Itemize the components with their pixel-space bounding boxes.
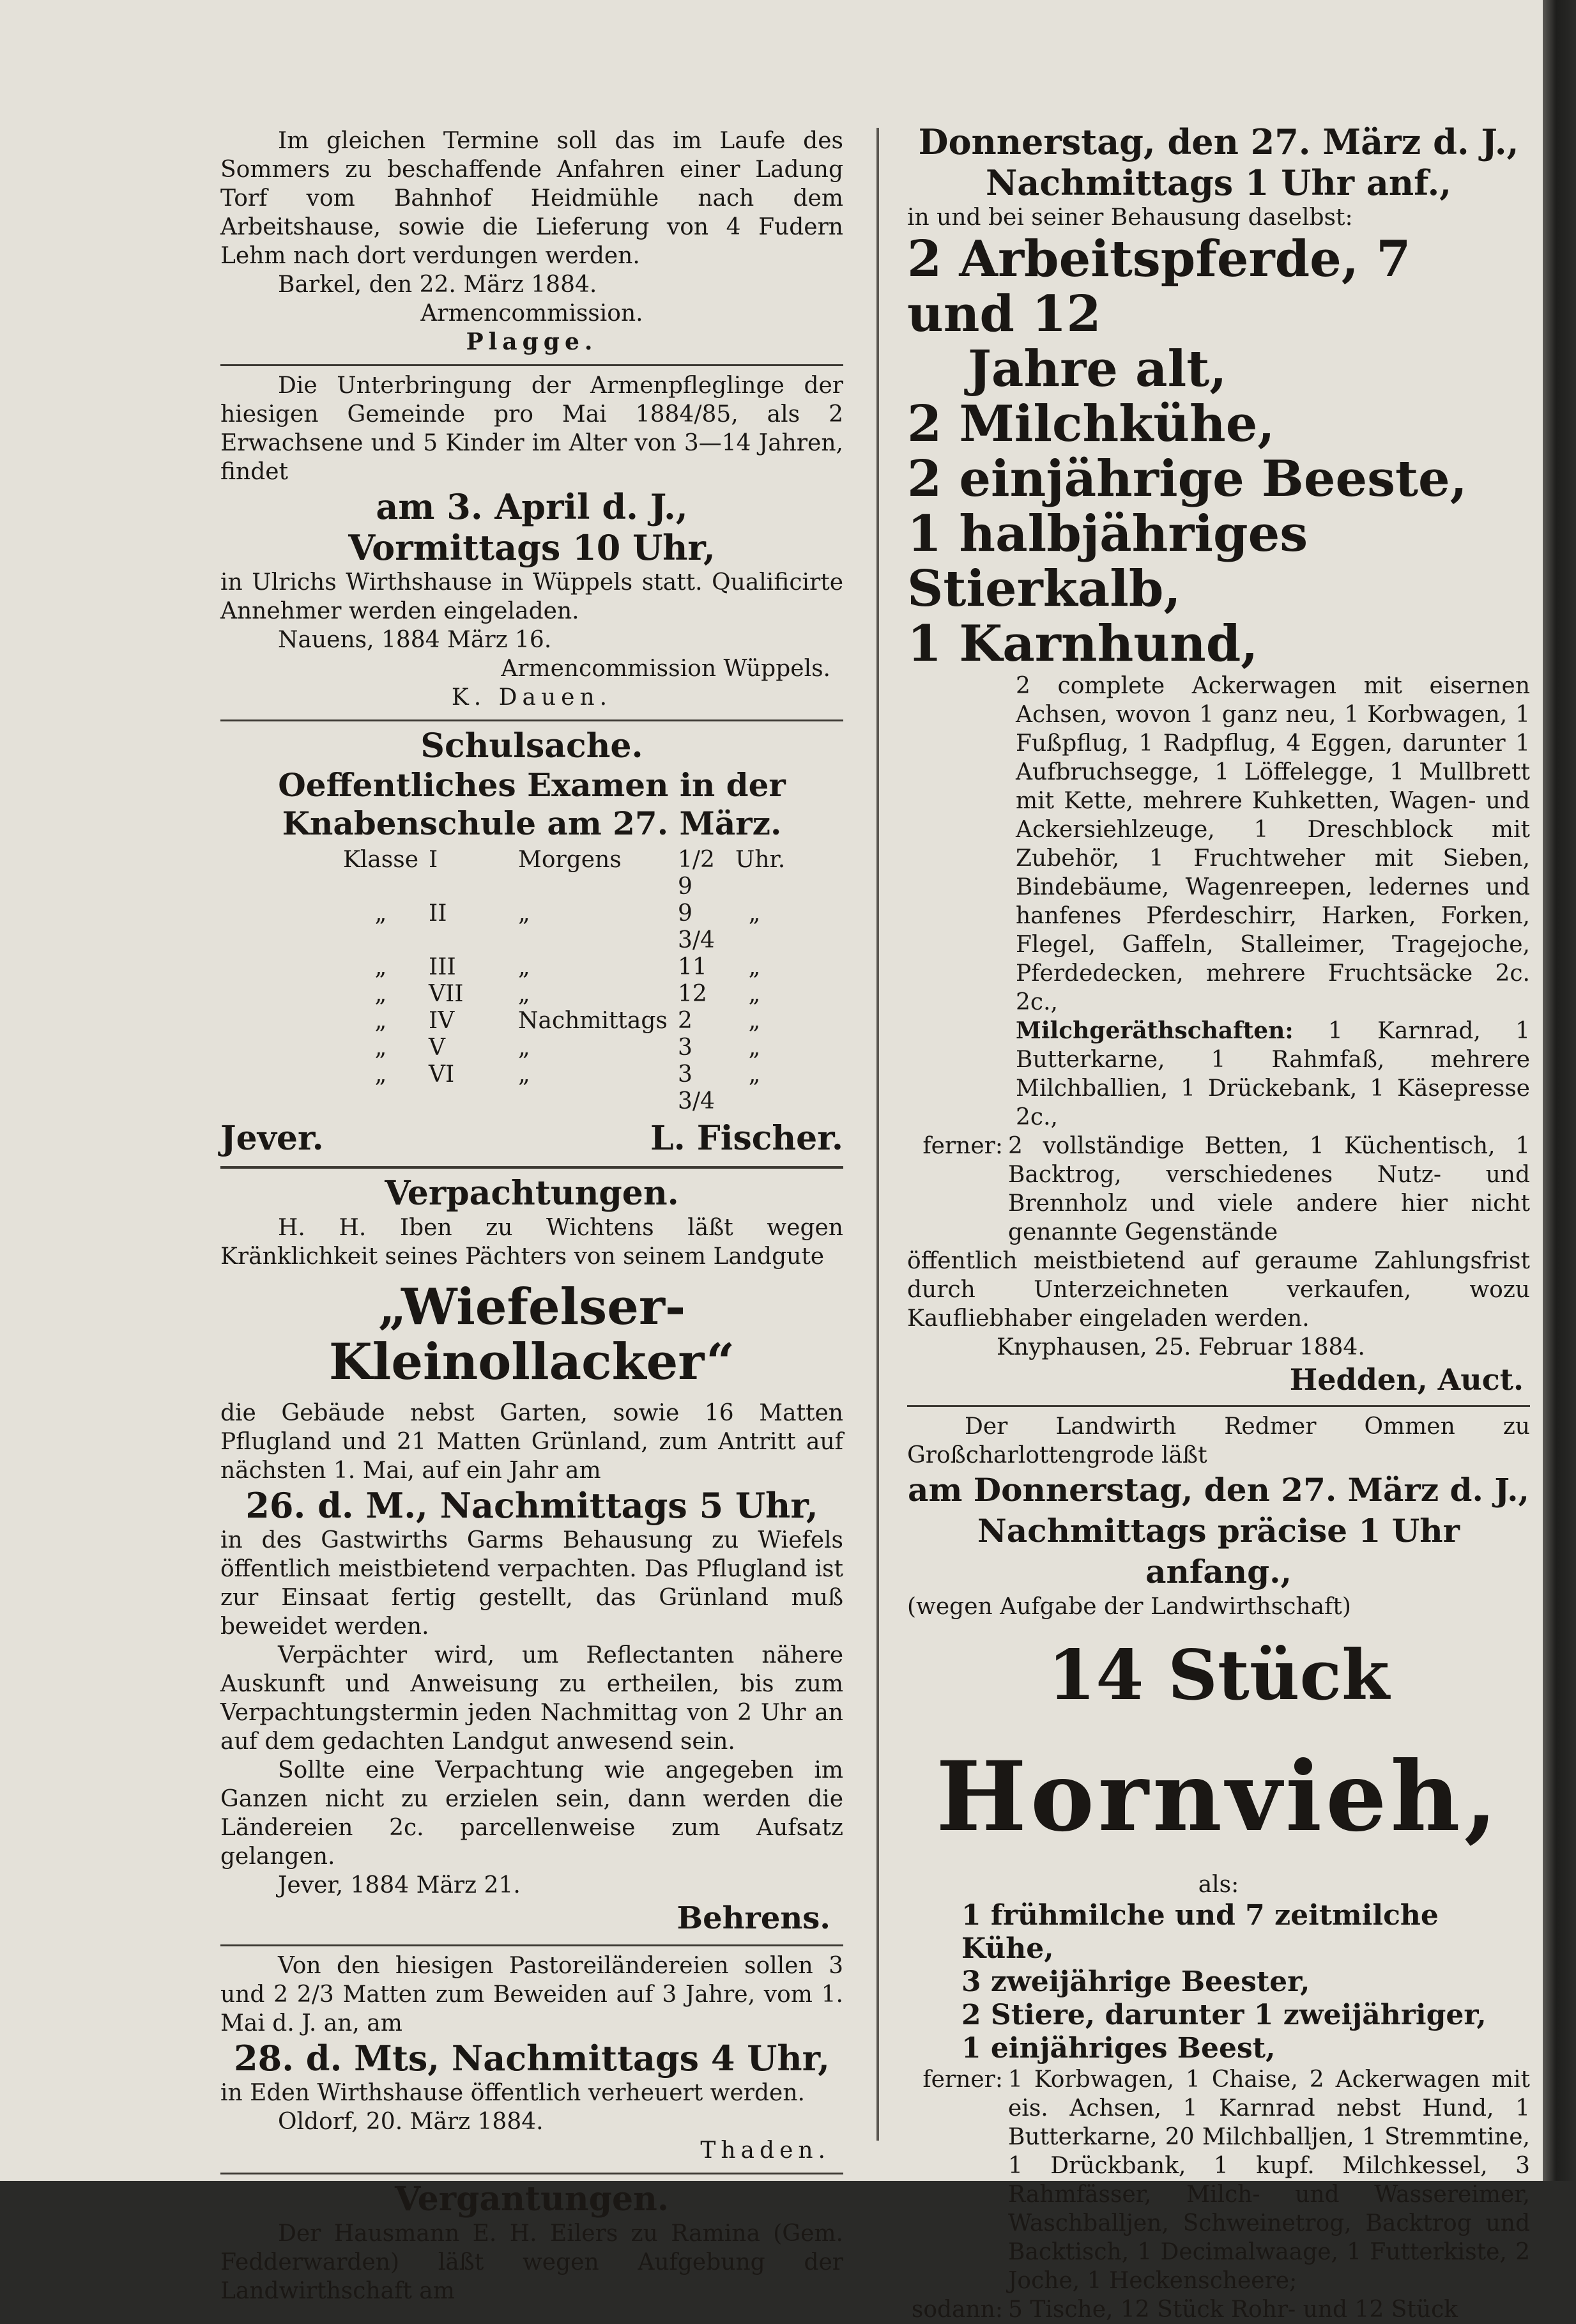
- schedule-cell: „: [518, 1035, 530, 1061]
- schedule-cell: V: [429, 1035, 445, 1061]
- schedule-cell: Uhr.: [735, 847, 786, 873]
- divider: [220, 1944, 843, 1946]
- date-line: am Donnerstag, den 27. März d. J.,: [908, 1471, 1529, 1509]
- dairy-text: 1 Karnrad, 1 Butterkarne, 1 Rahmfaß, mehrere Milchballien, 1 Drückebank, 1 Käsepresse 2c.,: [1016, 1018, 1530, 1130]
- ferner-label: ferner:: [922, 1133, 1003, 1159]
- divider: [220, 2173, 843, 2174]
- sodann-text: 5 Tische, 12 Stück Rohr- und 12 Stück: [1008, 2297, 1458, 2323]
- divider: [907, 1405, 1530, 1407]
- notice-ommen-auction: [907, 1412, 1530, 2324]
- schedule-cell: IV: [429, 1008, 455, 1034]
- date-line: Donnerstag, den 27. März d. J.,: [918, 121, 1519, 162]
- notice-text-2: öffentlich meistbietend auf geraume Zahlungsfrist durch Unterzeichneten verkaufen, wozu Kaufliebhaber eingeladen werden.: [907, 1248, 1530, 1332]
- date-line: am 3. April d. J.,: [376, 486, 688, 527]
- divider: [220, 1166, 843, 1169]
- dairy-equipment: [907, 1017, 1530, 1132]
- schedule-cell: „: [748, 1061, 761, 1088]
- section-heading: Verpachtungen.: [385, 1174, 679, 1213]
- exam-subheading: Oeffentliches Examen in der Knabenschule am 27. März.: [278, 766, 786, 842]
- signature: K. Dauen.: [451, 684, 613, 711]
- place: Jever.: [220, 1119, 324, 1158]
- ferner-row: [907, 2065, 1530, 2295]
- scan-border: [1543, 0, 1576, 2181]
- notice-text-3: Verpächter wird, um Reflectanten nähere Auskunft und Anweisung zu ertheilen, bis zum Verpachtungstermin jeden Nachmittag von 2 Uhr an auf dem gedachten Landgut anwesend sein.: [220, 1642, 843, 1755]
- schedule-cell: 1/2 9: [678, 847, 715, 900]
- equipment-text: 2 complete Ackerwagen mit eisernen Achsen, wovon 1 ganz neu, 1 Korbwagen, 1 Fußpflug, 1 Radpflug, 4 Eggen, darunter 1 Aufbruchsegge, 1 Löffelegge, 1 Mullbrett mit Kette, mehrere Kuhketten, Wagen- und Ackersiehlzeuge, 1 Dreschblock mit Zubehör, 1 Fruchtweher mit Sieben, Bindebäume, Wagenreepen, ledernes und hanfenes Pferdeschirr, Harken, Forken, Flegel, Gaffeln, Stalleimer, Tragejoche, Pferdedecken, mehrere Fruchtsäcke 2c. 2c.,: [1016, 673, 1530, 1015]
- notice-armenpfleglinge: [220, 371, 843, 712]
- date-line: 28. d. Mts, Nachmittags 4 Uhr,: [234, 2038, 830, 2079]
- livestock-item: Jahre alt,: [968, 340, 1227, 398]
- cattle-item: 3 zweijährige Beester,: [961, 1966, 1310, 1998]
- signature-row: [220, 1119, 843, 1158]
- signature: L. Fischer.: [650, 1119, 843, 1158]
- estate-name: „Wiefelser-Kleinollacker“: [328, 1278, 735, 1391]
- headline-count: 14 Stück: [1048, 1635, 1389, 1716]
- place-date: Knyphausen, 25. Februar 1884.: [997, 1334, 1365, 1360]
- place-date: Jever, 1884 März 21.: [278, 1872, 521, 1898]
- schedule-cell: 11: [678, 954, 707, 980]
- notice-verpachtungen: [220, 1174, 843, 1937]
- notice-pastoreilaendereien: [220, 1951, 843, 2165]
- cattle-item: 2 Stiere, darunter 1 zweijähriger,: [961, 1999, 1487, 2031]
- schedule-cell: Morgens: [518, 847, 622, 873]
- ferner-text: 2 vollständige Betten, 1 Küchentisch, 1 Backtrog, verschiedenes Nutz- und Brennholz und viele andere hier nicht genannte Gegenstände: [1008, 1133, 1530, 1245]
- column-divider: [876, 128, 879, 2141]
- date-line: 26. d. M., Nachmittags 5 Uhr,: [245, 1485, 818, 1526]
- notice-knyphausen-auction: [907, 121, 1530, 1397]
- headline-hornvieh: Hornvieh,: [936, 1741, 1501, 1853]
- livestock-item: 2 Arbeitspferde, 7 und 12: [907, 230, 1411, 343]
- schedule-cell: „: [518, 981, 530, 1007]
- cattle-item: 1 frühmilche und 7 zeitmilche Kühe,: [961, 1899, 1439, 1965]
- reason: (wegen Aufgabe der Landwirthschaft): [907, 1594, 1351, 1620]
- authority: Armencommission.: [420, 300, 643, 327]
- ferner-label: ferner:: [922, 2066, 1003, 2093]
- left-column: [220, 121, 843, 2305]
- divider: [220, 364, 843, 366]
- livestock-list: [907, 232, 1530, 672]
- exam-schedule: [333, 847, 843, 1115]
- signature: Behrens.: [677, 1900, 830, 1936]
- cattle-list: [907, 1899, 1530, 2065]
- dairy-label: Milchgeräthschaften:: [1016, 1017, 1294, 1044]
- place-line: in und bei seiner Behausung daselbst:: [907, 204, 1353, 231]
- schedule-cell: „: [374, 1061, 387, 1088]
- schedule-cell: I: [429, 847, 438, 873]
- ferner-row: [907, 1132, 1530, 1247]
- cattle-item: 1 einjähriges Beest,: [961, 2032, 1276, 2065]
- schedule-cell: „: [748, 1035, 761, 1061]
- schedule-cell: „: [748, 954, 761, 980]
- schedule-cell: Nachmittags: [518, 1008, 668, 1034]
- signature: Plagge.: [466, 328, 598, 355]
- schedule-cell: Klasse: [342, 847, 419, 873]
- schedule-cell: 9 3/4: [678, 900, 715, 953]
- notice-barkel: [220, 127, 843, 357]
- notice-text: Die Unterbringung der Armenpfleglinge der hiesigen Gemeinde pro Mai 1884/85, als 2 Erwachsene und 5 Kinder im Alter von 3—14 Jahren, findet: [220, 373, 843, 485]
- notice-text: Der Landwirth Redmer Ommen zu Großcharlottengrode läßt: [907, 1413, 1530, 1468]
- time-line: Nachmittags 1 Uhr anf.,: [985, 162, 1452, 203]
- schedule-cell: „: [748, 1008, 761, 1034]
- notice-vergantungen: [220, 2180, 843, 2305]
- schedule-cell: „: [748, 900, 761, 927]
- notice-text-2: in Eden Wirthshause öffentlich verheuert werden.: [220, 2080, 805, 2106]
- section-heading: Vergantungen.: [395, 2180, 669, 2219]
- schedule-cell: „: [374, 981, 387, 1007]
- place-date: Oldorf, 20. März 1884.: [278, 2109, 544, 2135]
- schedule-cell: „: [748, 981, 761, 1007]
- place-date: Barkel, den 22. März 1884.: [278, 272, 597, 298]
- notice-intro: H. H. Iben zu Wichtens läßt wegen Kränklichkeit seines Pächters von seinem Landgute: [220, 1215, 843, 1270]
- schedule-cell: „: [374, 1035, 387, 1061]
- signature: Hedden, Auct.: [1289, 1362, 1524, 1397]
- notice-text: Von den hiesigen Pastoreiländereien sollen 3 und 2 2/3 Matten zum Beweiden auf 3 Jahre, vom 1. Mai d. J. an, am: [220, 1953, 843, 2036]
- schedule-cell: „: [518, 954, 530, 980]
- sodann-label: sodann:: [911, 2297, 1003, 2323]
- notice-text-2: in des Gastwirths Garms Behausung zu Wiefels öffentlich meistbietend verpachten. Das Pflugland ist zur Einsaat fertig gestellt, das Grünland muß beweidet werden.: [220, 1527, 843, 1640]
- als-label: als:: [1198, 1872, 1239, 1898]
- notice-schulsache: [220, 727, 843, 1158]
- notice-text-2: in Ulrichs Wirthshause in Wüppels statt. Qualificirte Annehmer werden eingeladen.: [220, 569, 843, 624]
- schedule-cell: VII: [429, 981, 464, 1007]
- authority: Armencommission Wüppels.: [501, 656, 830, 682]
- schedule-cell: „: [374, 1008, 387, 1034]
- notice-text: Im gleichen Termine soll das im Laufe des Sommers zu beschaffende Anfahren einer Ladung Torf vom Bahnhof Heidmühle nach dem Arbeitshause, sowie die Lieferung von 4 Fudern Lehm nach dort verdungen werden.: [220, 128, 843, 269]
- signature: Thaden.: [700, 2137, 830, 2164]
- notice-text: Der Hausmann E. H. Eilers zu Ramina (Gem. Fedderwarden) läßt wegen Aufgebung der Landwirthschaft am: [220, 2220, 843, 2304]
- time-line: Nachmittags präcise 1 Uhr anfang.,: [977, 1512, 1460, 1590]
- notice-text-4: Sollte eine Verpachtung wie angegeben im Ganzen nicht zu erzielen sein, dann werden die Ländereien 2c. parcellenweise zum Aufsatz gelangen.: [220, 1757, 843, 1870]
- schedule-cell: 2: [678, 1008, 692, 1034]
- schedule-cell: „: [518, 1061, 530, 1088]
- livestock-item: 1 halbjähriges Stierkalb,: [907, 505, 1308, 618]
- schedule-cell: VI: [429, 1061, 455, 1088]
- schedule-cell: 3 3/4: [678, 1061, 715, 1114]
- schedule-cell: „: [374, 900, 387, 927]
- schedule-cell: III: [429, 954, 456, 980]
- time-line: Vormittags 10 Uhr,: [348, 527, 715, 568]
- notice-text-1: die Gebäude nebst Garten, sowie 16 Matten Pflugland und 21 Matten Grünland, zum Antritt auf nächsten 1. Mai, auf ein Jahr am: [220, 1400, 843, 1484]
- livestock-item: 2 einjährige Beeste,: [907, 450, 1467, 508]
- schedule-cell: II: [429, 900, 447, 927]
- ferner-text: 1 Korbwagen, 1 Chaise, 2 Ackerwagen mit eis. Achsen, 1 Karnrad nebst Hund, 1 Butterkarne, 20 Milchballjen, 1 Stremmtine, 1 Drückbank, 1 kupf. Milchkessel, 3 Rahmfässer, Milch- und Wassereimer, Waschballjen, Schweinetrog, Backtrog und Backtisch, 1 Decimalwaage, 1 Futterkiste, 2 Joche, 1 Heckenscheere;: [1008, 2066, 1530, 2294]
- livestock-item: 1 Karnhund,: [907, 615, 1259, 673]
- livestock-item: 2 Milchkühe,: [907, 395, 1275, 453]
- sodann-row: [907, 2295, 1530, 2324]
- schedule-cell: „: [518, 900, 530, 927]
- schedule-cell: 3: [678, 1035, 692, 1061]
- schedule-cell: „: [374, 954, 387, 980]
- place-date: Nauens, 1884 März 16.: [278, 627, 552, 653]
- divider: [220, 720, 843, 721]
- schedule-cell: 12: [678, 981, 707, 1007]
- section-heading: Schulsache.: [420, 727, 643, 766]
- right-column: [907, 121, 1530, 2324]
